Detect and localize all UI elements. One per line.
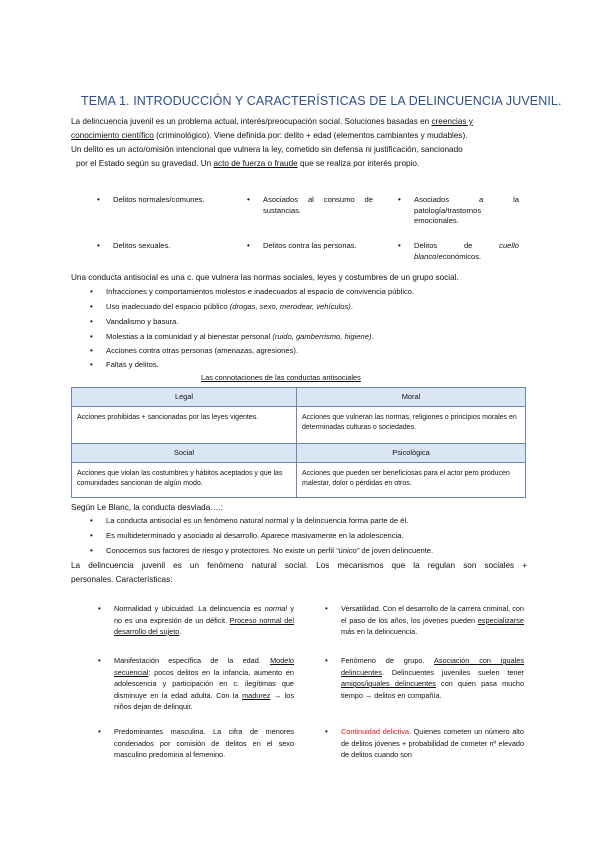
type-item: • Asociados a la patología/trastornos emocionales. [414,195,519,227]
feature-edad: • Manifestación específica de la edad. Modelo secuencial: pocos delitos en la infancia, aumento en adolescencia y participación en c. ilegítimas que disminuye en la edad adulta. Con la madurez → los niños dejan de delinquir. [114,655,294,713]
antisocial-item: • Infracciones y comportamientos molestos e inadecuados al espacio de convivencia público. [106,287,414,298]
table-cell-legal: Acciones prohibidas + sancionadas por las leyes vigentes. [71,406,297,444]
intro-line-3: Un delito es un acto/omisión intencional que vulnera la ley, cometido sin defensa ni justificación, sancionado [71,145,463,154]
feature-grupo: • Fenómeno de grupo. Asociación con iguales delincuentes. Delincuentes juveniles suelen tener amigos/iguales delincuentes con quien pasa mucho tiempo → delitos en compañía. [341,655,524,701]
intro-line-1: La delincuencia juvenil es un problema actual, interés/preocupación social. Soluciones basadas en creencias y [71,117,473,126]
leblanc-item: • Es multideterminado y asociado al desarrollo. Aparece masivamente en la adolescencia. [106,531,404,542]
antisocial-intro: Una conducta antisocial es una c. que vulnera las normas sociales, leyes y costumbres de un grupo social. [71,273,459,282]
table-header-legal: Legal [71,387,297,407]
table-cell-social: Acciones que violan las costumbres y hábitos aceptados y que las comunidades sancionan de algún modo. [71,462,297,498]
leblanc-para-2: personales. Características: [71,575,173,584]
feature-normalidad: • Normalidad y ubicuidad. La delincuencia es normal y no es una expresión de un déficit. Proceso normal del desarrollo del sujeto. [114,603,294,638]
leblanc-item: • Conocemos sus factores de riesgo y protectores. No existe un perfil “único” de joven delincuente. [106,546,433,557]
type-item: • Delitos contra las personas. [263,241,383,252]
table-caption: Las connotaciones de las conductas antisociales [201,373,361,382]
type-item: • Delitos sexuales. [113,241,233,252]
feature-versatilidad: • Versatilidad. Con el desarrollo de la carrera criminal, con el paso de los años, los jóvenes pueden especializarse más en la delincuencia. [341,603,524,638]
table-header-psicologica: Psicológica [296,443,526,463]
table-header-moral: Moral [296,387,526,407]
feature-continuidad: • Continuidad delictiva. Quienes cometen un número alto de delitos jóvenes + probabilidad de cometer nº elevado de delitos cuando son [341,726,524,761]
antisocial-item: • Uso inadecuado del espacio público (drogas, sexo, merodear, vehículos). [106,302,353,313]
antisocial-item: • Vandalismo y basura. [106,317,178,328]
page-title: TEMA 1. INTRODUCCIÓN Y CARACTERÍSTICAS DE LA DELINCUENCIA JUVENIL. [81,94,562,108]
intro-line-4: por el Estado según su gravedad. Un acto de fuerza o fraude que se realiza por interés propio. [76,159,420,168]
leblanc-item: • La conducta antisocial es un fenómeno natural normal y la delincuencia forma parte de él. [106,516,408,527]
table-cell-psicologica: Acciones que pueden ser beneficiosas para el actor pero producen malestar, dolor o pérdidas en otros. [296,462,526,498]
antisocial-item: • Acciones contra otras personas (amenazas, agresiones). [106,346,298,357]
type-item: • Delitos de cuello blanco/económicos. [414,241,519,262]
table-cell-moral: Acciones que vulneran las normas, religiones o principios morales en determinadas culturas o sociedades. [296,406,526,444]
type-item: • Asociados al consumo de sustancias. [263,195,373,216]
leblanc-para-1: La delincuencia juvenil es un fenómeno natural social. Los mecanismos que la regulan son sociales + [71,561,527,570]
feature-masculina: • Predominantes masculina. La cifra de menores condenados por comisión de delitos en el sexo masculino predomina al femenino. [114,726,294,761]
antisocial-item: • Molestias a la comunidad y al bienestar personal (ruido, gamberrismo, higiene). [106,332,374,343]
intro-line-2: conocimiento científico (criminológico). Viene definida por: delito + edad (elementos cambiantes y mudables). [71,131,468,140]
table-header-social: Social [71,443,297,463]
leblanc-intro: Según Le Blanc, la conducta desviada….: [71,503,224,512]
antisocial-item: • Faltas y delitos. [106,360,159,371]
type-item: • Delitos normales/comunes. [113,195,233,206]
